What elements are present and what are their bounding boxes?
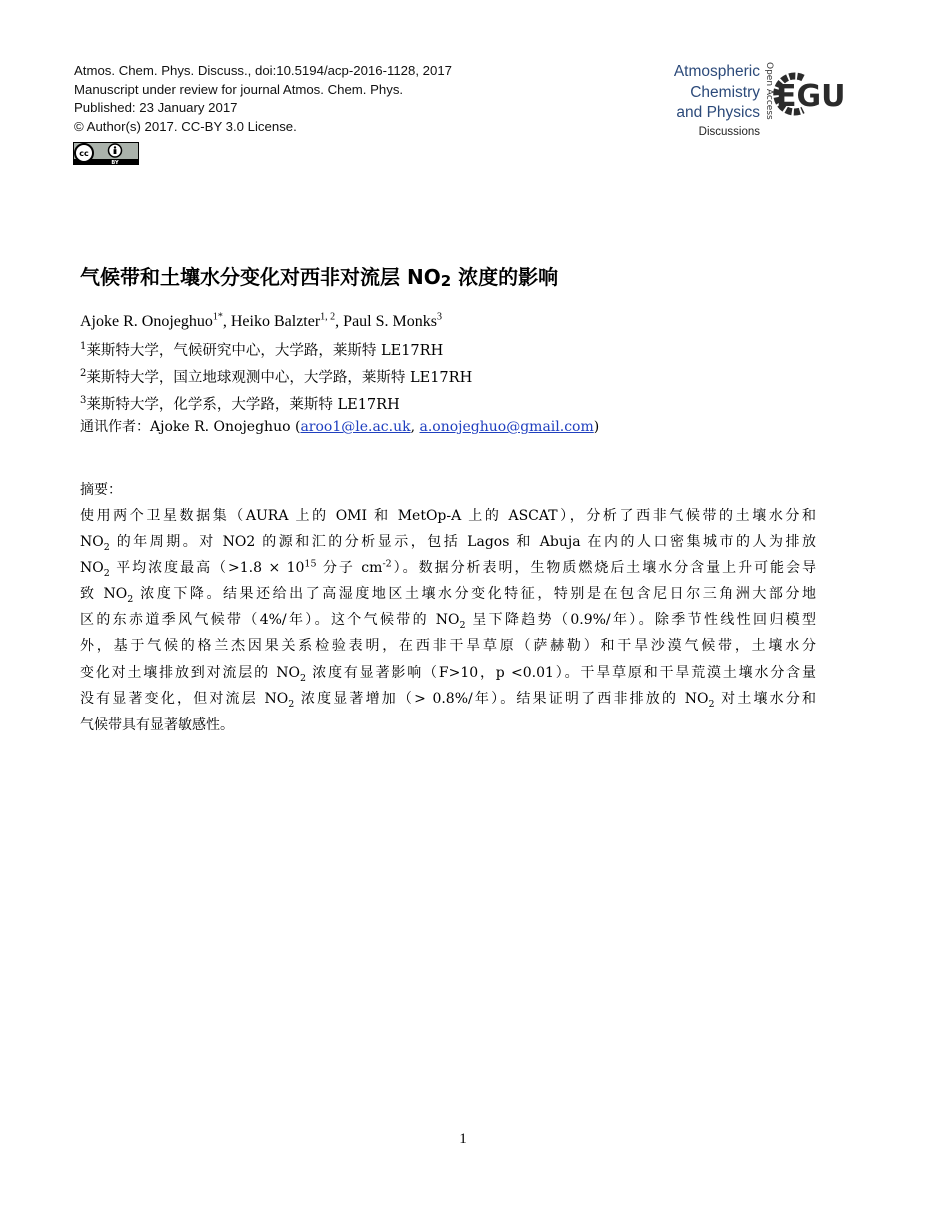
author-list bbox=[80, 311, 442, 333]
title-text: 气候带和土壤水分变化对西非对流层 NO bbox=[80, 265, 441, 289]
affiliation-number: 3 bbox=[80, 395, 87, 407]
abstract-line bbox=[80, 607, 816, 633]
abstract-text: NO bbox=[80, 560, 104, 577]
title-text-end: 浓度的影响 bbox=[451, 265, 559, 289]
abstract-text: 浓度显著增加（> 0.8%/年）。结果证明了西非排放的 NO bbox=[294, 690, 709, 707]
abstract-superscript: -2 bbox=[382, 558, 392, 570]
corresponding-author bbox=[80, 417, 599, 437]
abstract-line bbox=[80, 503, 816, 529]
email-separator: , bbox=[410, 419, 420, 435]
abstract-text: 使用两个卫星数据集（AURA 上的 OMI 和 MetOp-A 上的 ASCAT），分析了西非气候带的土壤水分和 bbox=[80, 508, 816, 524]
abstract-text: 外，基于气候的格兰杰因果关系检验表明，在西非干旱草原（萨赫勒）和干旱沙漠气候带，土壤水分 bbox=[80, 638, 816, 655]
author-affil-mark: 3 bbox=[436, 311, 442, 323]
abstract-text: 变化对土壤排放到对流层的 NO bbox=[80, 664, 300, 681]
affiliation-3 bbox=[80, 395, 400, 415]
journal-logo-text bbox=[650, 62, 760, 140]
abstract-heading: 摘要： bbox=[80, 482, 122, 498]
abstract-text: ）。数据分析表明，生物质燃烧后土壤水分含量上升可能会导 bbox=[391, 560, 817, 577]
abstract-subscript: 2 bbox=[288, 698, 295, 710]
abstract-line bbox=[80, 660, 816, 686]
header-license: © Author(s) 2017. CC-BY 3.0 License. bbox=[74, 118, 297, 134]
abstract-line bbox=[80, 686, 816, 712]
by-text: BY bbox=[111, 159, 119, 166]
abstract-text: 气候带具有显著敏感性。 bbox=[80, 716, 234, 733]
open-access-text: Open Access bbox=[764, 62, 774, 120]
abstract-subscript: 2 bbox=[103, 567, 110, 579]
email-link-2[interactable]: a.onojeghuo@gmail.com bbox=[419, 419, 594, 435]
egu-text: EGU bbox=[776, 79, 846, 114]
abstract-subscript: 2 bbox=[708, 698, 715, 710]
author-name: , Heiko Balzter bbox=[222, 313, 321, 330]
abstract-text: 浓度下降。结果还给出了高湿度地区土壤水分变化特征，特别是在包含尼日尔三角洲大部分地 bbox=[133, 586, 816, 603]
abstract-body bbox=[80, 503, 816, 738]
abstract-text: 的年周期。对 NO2 的源和汇的分析显示，包括 Lagos 和 Abuja 在内的人口密集城市的人为排放 bbox=[109, 534, 816, 551]
abstract-line bbox=[80, 555, 816, 581]
abstract-line bbox=[80, 581, 816, 607]
abstract-text: 对土壤水分和 bbox=[714, 690, 817, 707]
affiliation-text: 莱斯特大学，化学系，大学路，莱斯特 LE17RH bbox=[86, 397, 400, 413]
journal-name-line3: and Physics bbox=[676, 104, 760, 121]
abstract-text: 平均浓度最高（>1.8 × 10 bbox=[109, 560, 305, 577]
abstract-subscript: 2 bbox=[103, 541, 110, 553]
paper-title bbox=[80, 260, 558, 296]
abstract-subscript: 2 bbox=[459, 620, 466, 632]
affiliation-text: 莱斯特大学，气候研究中心，大学路，莱斯特 LE17RH bbox=[86, 343, 444, 359]
header-published-date: Published: 23 January 2017 bbox=[74, 100, 238, 116]
page-number: 1 bbox=[459, 1131, 467, 1147]
abstract-superscript: 15 bbox=[304, 558, 317, 570]
journal-discussions: Discussions bbox=[698, 125, 760, 138]
journal-name-line2: Chemistry bbox=[690, 83, 760, 101]
author-affil-mark: 1* bbox=[212, 311, 223, 323]
email-link-1[interactable]: aroo1@le.ac.uk bbox=[300, 419, 411, 435]
abstract-line bbox=[80, 712, 816, 738]
abstract-line bbox=[80, 633, 816, 659]
author-name: Ajoke R. Onojeghuo bbox=[80, 313, 213, 330]
open-access-label bbox=[757, 60, 774, 130]
abstract-text: 分子 cm bbox=[316, 560, 383, 577]
running-header bbox=[74, 62, 452, 136]
abstract-subscript: 2 bbox=[299, 672, 306, 684]
title-subscript: 2 bbox=[440, 272, 452, 290]
author-affil-mark: 1, 2 bbox=[320, 311, 336, 323]
affiliation-number: 1 bbox=[80, 341, 87, 353]
abstract-text: 呈下降趋势（0.9%/年）。除季节性线性回归模型 bbox=[465, 612, 816, 629]
header-review-status: Manuscript under review for journal Atmos. Chem. Phys. bbox=[74, 81, 404, 97]
header-citation: Atmos. Chem. Phys. Discuss., doi:10.5194/acp-2016-1128, 2017 bbox=[74, 63, 453, 78]
corresponding-suffix: ) bbox=[593, 419, 600, 435]
affiliation-number: 2 bbox=[80, 368, 87, 380]
corresponding-prefix: 通讯作者：Ajoke R. Onojeghuo ( bbox=[80, 419, 301, 435]
egu-logo-icon bbox=[773, 64, 857, 124]
abstract-line bbox=[80, 529, 816, 555]
abstract-subscript: 2 bbox=[127, 594, 134, 606]
affiliation-text: 莱斯特大学，国立地球观测中心，大学路，莱斯特 LE17RH bbox=[86, 370, 473, 386]
author-name: , Paul S. Monks bbox=[335, 313, 437, 330]
affiliation-1 bbox=[80, 341, 443, 361]
affiliation-2 bbox=[80, 368, 472, 388]
abstract-text: 浓度有显著影响（F>10，p <0.01）。干旱草原和干旱荒漠土壤水分含量 bbox=[305, 664, 816, 681]
abstract-text: 致 NO bbox=[80, 586, 128, 603]
cc-text: cc bbox=[79, 149, 89, 158]
abstract-text: 区的东赤道季风气候带（4%/年）。这个气候带的 NO bbox=[80, 612, 460, 629]
abstract-text: NO bbox=[80, 534, 104, 551]
cc-by-icon[interactable] bbox=[73, 142, 139, 165]
journal-name-line1: Atmospheric bbox=[673, 63, 760, 80]
abstract-text: 没有显著变化，但对流层 NO bbox=[80, 690, 289, 707]
